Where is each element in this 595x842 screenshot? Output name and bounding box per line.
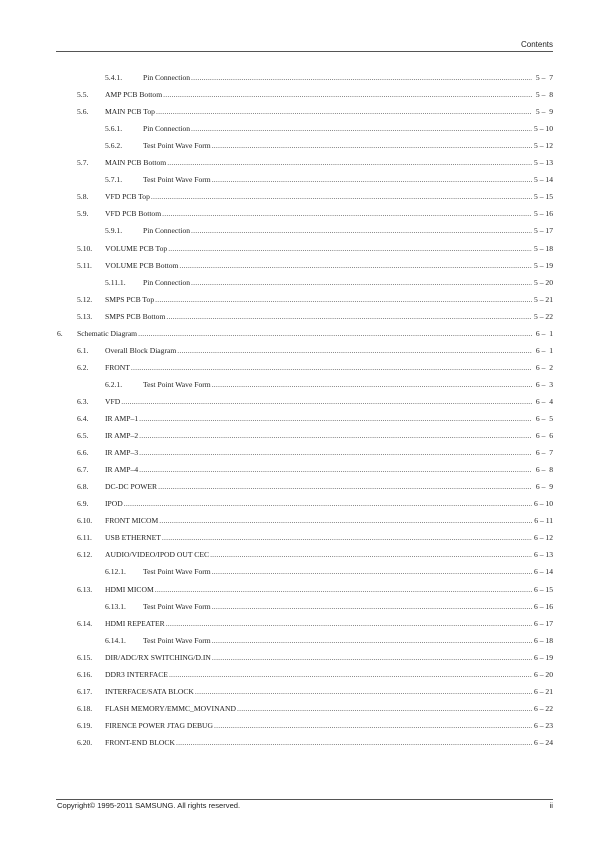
toc-entry-title[interactable]: VFD PCB Top — [105, 192, 150, 202]
toc-entry[interactable] — [0, 566, 595, 578]
toc-entry-page: 5 – 22 — [534, 311, 553, 321]
toc-entry-title[interactable]: DC-DC POWER — [105, 482, 158, 492]
toc-entry[interactable] — [0, 89, 595, 101]
dot-leader — [191, 225, 532, 237]
toc-entry-page: 6 – 22 — [534, 703, 553, 713]
toc-entry-title-leader — [143, 379, 532, 391]
toc-entry-title[interactable]: DDR3 INTERFACE — [105, 669, 168, 679]
toc-entry-title-leader — [105, 294, 532, 306]
dot-leader — [138, 328, 532, 340]
toc-entry-title[interactable]: Schematic Diagram — [77, 328, 138, 338]
toc-entry-page: 6 – 6 — [535, 431, 553, 441]
toc-entry-title[interactable]: IR AMP–1 — [105, 414, 139, 423]
toc-entry[interactable] — [0, 157, 595, 169]
toc-entry-number: 5.8. — [77, 192, 89, 202]
toc-entry[interactable] — [0, 191, 595, 203]
dot-leader — [179, 260, 532, 272]
toc-entry-page: 6 – 4 — [535, 396, 553, 406]
toc-entry-number: 5.11. — [77, 260, 92, 270]
toc-entry-title[interactable]: FIRENCE POWER JTAG DEBUG — [105, 720, 214, 730]
toc-entry-number: 5.5. — [77, 90, 89, 100]
toc-entry-title[interactable]: VFD — [105, 396, 121, 406]
toc-entry-page: 6 – 16 — [534, 601, 553, 611]
toc-entry-page: 6 – 12 — [534, 533, 553, 543]
toc-entry-number: 6.9. — [77, 499, 89, 509]
page-header-title: Contents — [520, 40, 553, 49]
toc-entry[interactable] — [0, 549, 595, 561]
toc-entry-number: 6.1. — [77, 345, 89, 355]
footer-copyright: Copyright© 1995-2011 SAMSUNG. All rights reserved. — [57, 801, 241, 810]
dot-leader — [166, 618, 532, 630]
toc-entry-title-leader — [143, 277, 532, 289]
toc-entry-page: 6 – 14 — [534, 567, 553, 577]
toc-entry-title-leader — [105, 362, 532, 374]
dot-leader — [191, 72, 532, 84]
toc-entry-title[interactable]: Overall Block Diagram — [105, 345, 177, 355]
toc-entry-number: 5.13. — [77, 311, 93, 321]
toc-entry-title-leader — [105, 584, 532, 596]
toc-entry[interactable] — [0, 618, 595, 630]
toc-entry-title-leader — [105, 191, 532, 203]
toc-entry-number: 6.3. — [77, 396, 89, 406]
toc-entry-page: 6 – 7 — [535, 448, 553, 458]
toc-entry-title[interactable]: MAIN PCB Top — [105, 107, 155, 117]
toc-entry-title-leader — [143, 601, 532, 613]
toc-entry-page: 5 – 21 — [534, 294, 553, 304]
toc-entry-title-leader — [105, 464, 532, 476]
toc-entry-title-leader — [77, 328, 532, 340]
toc-entry[interactable] — [0, 345, 595, 357]
toc-entry[interactable] — [0, 601, 595, 613]
toc-entry-number: 6.7. — [77, 465, 89, 475]
toc-entry[interactable] — [0, 328, 595, 340]
toc-entry-title-leader — [105, 481, 532, 493]
dot-leader — [191, 123, 532, 135]
toc-entry-title[interactable]: SMPS PCB Bottom — [105, 311, 166, 321]
toc-entry-page: 6 – 21 — [534, 686, 553, 696]
dot-leader — [162, 532, 532, 544]
toc-entry-number: 6.2.1. — [105, 379, 123, 389]
toc-entry-page: 5 – 14 — [534, 175, 553, 185]
toc-entry-title[interactable]: MAIN PCB Bottom — [105, 158, 167, 168]
toc-entry-title[interactable]: AMP PCB Bottom — [105, 90, 163, 100]
toc-entry[interactable] — [0, 72, 595, 84]
dot-leader — [167, 157, 532, 169]
toc-entry-title-leader — [143, 635, 532, 647]
toc-entry-title[interactable]: Test Point Wave Form — [143, 601, 211, 611]
toc-entry[interactable] — [0, 106, 595, 118]
toc-entry-title-leader — [105, 737, 532, 749]
toc-entry-number: 6.19. — [77, 720, 93, 730]
toc-entry[interactable] — [0, 396, 595, 408]
toc-entry-title-leader — [105, 260, 532, 272]
toc-entry[interactable] — [0, 225, 595, 237]
toc-entry-page: 6 – 10 — [534, 499, 553, 509]
dot-leader — [139, 413, 532, 425]
toc-entry-page: 6 – 18 — [534, 635, 553, 645]
dot-leader — [159, 515, 532, 527]
toc-entry-title-leader — [105, 447, 532, 459]
toc-entry[interactable] — [0, 498, 595, 510]
toc-entry[interactable] — [0, 703, 595, 715]
dot-leader — [151, 191, 532, 203]
toc-entry-number: 6.17. — [77, 686, 93, 696]
toc-entry-title[interactable]: Pin Connection — [143, 73, 191, 82]
dot-leader — [166, 311, 532, 323]
toc-entry-title[interactable]: Pin Connection — [143, 226, 191, 236]
dot-leader — [212, 379, 532, 391]
toc-entry-page: 5 – 17 — [534, 226, 553, 236]
toc-entry-title-leader — [105, 345, 532, 357]
toc-entry-title-leader — [143, 174, 532, 186]
toc-entry[interactable] — [0, 532, 595, 544]
toc-entry-page: 5 – 19 — [534, 260, 553, 270]
toc-entry-page: 6 – 20 — [534, 669, 553, 679]
toc-entry-title[interactable]: IR AMP–4 — [105, 465, 139, 475]
toc-entry-title-leader — [143, 566, 532, 578]
toc-entry-title-leader — [105, 618, 532, 630]
toc-entry-title-leader — [143, 140, 532, 152]
toc-entry-number: 5.4.1. — [105, 73, 123, 82]
dot-leader — [131, 362, 532, 374]
toc-entry-title-leader — [105, 89, 532, 101]
dot-leader — [212, 601, 532, 613]
toc-entry-number: 5.9.1. — [105, 226, 123, 236]
toc-entry-number: 6.8. — [77, 482, 89, 492]
dot-leader — [139, 447, 532, 459]
dot-leader — [121, 396, 532, 408]
dot-leader — [212, 174, 532, 186]
toc-entry[interactable] — [0, 362, 595, 374]
toc-entry[interactable] — [0, 584, 595, 596]
toc-entry-title[interactable]: FRONT-END BLOCK — [105, 737, 175, 747]
toc-entry-number: 5.10. — [77, 243, 93, 253]
toc-entry-number: 6.4. — [77, 414, 89, 423]
dot-leader — [163, 89, 532, 101]
toc-entry[interactable] — [0, 311, 595, 323]
toc-entry[interactable] — [0, 174, 595, 186]
toc-entry-page: 6 – 17 — [534, 618, 553, 628]
toc-entry-title-leader — [105, 498, 532, 510]
toc-entry-page: 6 – 8 — [535, 465, 553, 475]
dot-leader — [176, 737, 532, 749]
toc-entry-page: 5 – 13 — [534, 158, 553, 168]
footer-page-number: ii — [549, 801, 553, 810]
toc-entry-page: 6 – 3 — [535, 379, 553, 389]
toc-entry-title[interactable]: Test Point Wave Form — [143, 379, 211, 389]
dot-leader — [139, 464, 532, 476]
dot-leader — [156, 106, 532, 118]
toc-entry-number: 6.11. — [77, 533, 92, 543]
dot-leader — [155, 294, 532, 306]
toc-entry-title-leader — [105, 413, 532, 425]
toc-entry-number: 6.10. — [77, 516, 93, 526]
toc-entry[interactable] — [0, 260, 595, 272]
toc-entry[interactable] — [0, 464, 595, 476]
dot-leader — [195, 686, 532, 698]
dot-leader — [158, 481, 532, 493]
toc-entry-page: 5 – 7 — [535, 73, 553, 82]
toc-entry[interactable] — [0, 669, 595, 681]
toc-entry-title-leader — [143, 72, 532, 84]
toc-entry-number: 6.16. — [77, 669, 93, 679]
toc-entry-number: 6.12.1. — [105, 567, 126, 577]
toc-entry-title[interactable]: AUDIO/VIDEO/IPOD OUT CEC — [105, 550, 210, 560]
dot-leader — [124, 498, 532, 510]
dot-leader — [162, 208, 532, 220]
toc-entry[interactable] — [0, 652, 595, 664]
toc-entry-page: 5 – 9 — [535, 107, 553, 117]
header-divider — [56, 51, 553, 52]
dot-leader — [212, 652, 532, 664]
toc-entry-title-leader — [105, 515, 532, 527]
toc-entry[interactable] — [0, 447, 595, 459]
dot-leader — [237, 703, 532, 715]
toc-entry[interactable] — [0, 635, 595, 647]
dot-leader — [214, 720, 532, 732]
toc-entry-title-leader — [105, 396, 532, 408]
toc-entry-number: 6.13. — [77, 584, 93, 594]
toc-entry-title[interactable]: VFD PCB Bottom — [105, 209, 162, 219]
toc-entry-title[interactable]: FRONT MICOM — [105, 516, 159, 526]
toc-entry-number: 5.6. — [77, 107, 89, 117]
toc-entry-title[interactable]: Test Point Wave Form — [143, 141, 211, 151]
toc-entry-title[interactable]: Test Point Wave Form — [143, 567, 211, 577]
dot-leader — [212, 635, 532, 647]
toc-entry-title-leader — [105, 243, 532, 255]
dot-leader — [212, 140, 532, 152]
toc-entry-page: 5 – 16 — [534, 209, 553, 219]
toc-entry-title-leader — [105, 720, 532, 732]
dot-leader — [191, 277, 532, 289]
toc-entry[interactable] — [0, 123, 595, 135]
toc-entry[interactable] — [0, 515, 595, 527]
toc-entry[interactable] — [0, 243, 595, 255]
toc-entry-page: 6 – 2 — [535, 362, 553, 372]
toc-entry[interactable] — [0, 481, 595, 493]
toc-entry-title[interactable]: VOLUME PCB Bottom — [105, 260, 179, 270]
toc-entry[interactable] — [0, 720, 595, 732]
toc-entry-page: 6 – 9 — [535, 482, 553, 492]
toc-entry-number: 6.13.1. — [105, 601, 126, 611]
toc-entry-title-leader — [105, 652, 532, 664]
toc-entry-title[interactable]: INTERFACE/SATA BLOCK — [105, 686, 194, 696]
dot-leader — [169, 669, 532, 681]
dot-leader — [177, 345, 532, 357]
toc-entry-number: 6.5. — [77, 431, 89, 441]
toc-entry-page: 6 – 13 — [534, 550, 553, 560]
toc-entry-page: 6 – 19 — [534, 652, 553, 662]
toc-entry-title[interactable]: HDMI REPEATER — [105, 618, 165, 628]
toc-entry-number: 5.6.2. — [105, 141, 123, 151]
toc-entry-title-leader — [105, 686, 532, 698]
toc-entry-page: 6 – 1 — [535, 345, 553, 355]
toc-entry-title[interactable]: USB ETHERNET — [105, 533, 161, 543]
toc-entry-title-leader — [143, 123, 532, 135]
toc-entry-number: 6.14.1. — [105, 635, 126, 645]
toc-entry-page: 6 – 23 — [534, 720, 553, 730]
dot-leader — [155, 584, 532, 596]
toc-entry-title[interactable]: IR AMP–3 — [105, 448, 139, 458]
toc-entry[interactable] — [0, 737, 595, 749]
toc-entry-page: 6 – 1 — [535, 328, 553, 338]
dot-leader — [139, 430, 532, 442]
toc-entry-page: 6 – 5 — [535, 414, 553, 423]
toc-entry-title[interactable]: HDMI MICOM — [105, 584, 154, 594]
toc-entry-title-leader — [105, 106, 532, 118]
toc-entry-page: 5 – 12 — [534, 141, 553, 151]
toc-entry[interactable] — [0, 208, 595, 220]
toc-entry-title[interactable]: IR AMP–2 — [105, 431, 139, 441]
toc-entry-title[interactable]: SMPS PCB Top — [105, 294, 155, 304]
footer-divider — [56, 799, 553, 800]
toc-entry[interactable] — [0, 140, 595, 152]
toc-entry-title-leader — [105, 157, 532, 169]
toc-entry-title[interactable]: VOLUME PCB Top — [105, 243, 168, 253]
dot-leader — [168, 243, 532, 255]
toc-entry-title-leader — [143, 225, 532, 237]
toc-entry-page: 5 – 18 — [534, 243, 553, 253]
toc-entry-number: 6.18. — [77, 703, 93, 713]
toc-entry[interactable] — [0, 294, 595, 306]
toc-entry-number: 5.7.1. — [105, 175, 123, 185]
toc-entry-title-leader — [105, 430, 532, 442]
toc-entry[interactable] — [0, 686, 595, 698]
toc-entry-title-leader — [105, 703, 532, 715]
toc-entry-number: 6.14. — [77, 618, 93, 628]
toc-entry-number: 5.12. — [77, 294, 93, 304]
toc-entry-title-leader — [105, 311, 532, 323]
toc-entry[interactable] — [0, 413, 595, 425]
toc-entry[interactable] — [0, 379, 595, 391]
toc-entry-title[interactable]: DIR/ADC/RX SWITCHING/D.IN — [105, 652, 211, 662]
toc-entry-title[interactable]: Test Point Wave Form — [143, 175, 211, 185]
toc-entry-title[interactable]: Pin Connection — [143, 277, 191, 287]
toc-entry-title[interactable]: IPOD — [105, 499, 123, 509]
toc-entry-number: 6.6. — [77, 448, 89, 458]
toc-entry-title[interactable]: Pin Connection — [143, 124, 191, 134]
toc-entry-number: 5.9. — [77, 209, 89, 219]
toc-entry-page: 6 – 15 — [534, 584, 553, 594]
toc-entry-page: 6 – 11 — [534, 516, 553, 526]
toc-entry-page: 6 – 24 — [534, 737, 553, 747]
toc-entry-number: 6.15. — [77, 652, 93, 662]
toc-entry-number: 6. — [57, 328, 63, 338]
toc-entry-title[interactable]: FLASH MEMORY/EMMC_MOVINAND — [105, 703, 237, 713]
toc-entry-number: 5.11.1. — [105, 277, 126, 287]
toc-entry-number: 5.6.1. — [105, 124, 123, 134]
toc-entry-page: 5 – 8 — [535, 90, 553, 100]
toc-entry-number: 6.12. — [77, 550, 93, 560]
toc-entry-number: 5.7. — [77, 158, 89, 168]
toc-entry-title[interactable]: FRONT — [105, 362, 130, 372]
toc-entry-page: 5 – 10 — [534, 124, 553, 134]
toc-entry-number: 6.2. — [77, 362, 89, 372]
toc-entry-page: 5 – 15 — [534, 192, 553, 202]
toc-entry[interactable] — [0, 277, 595, 289]
toc-entry-title-leader — [105, 532, 532, 544]
dot-leader — [212, 566, 532, 578]
dot-leader — [210, 549, 532, 561]
toc-entry-title[interactable]: Test Point Wave Form — [143, 635, 211, 645]
toc-entry-number: 6.20. — [77, 737, 93, 747]
toc-entry-title-leader — [105, 549, 532, 561]
toc-entry-title-leader — [105, 669, 532, 681]
toc-entry[interactable] — [0, 430, 595, 442]
toc-entry-page: 5 – 20 — [534, 277, 553, 287]
toc-entry-title-leader — [105, 208, 532, 220]
